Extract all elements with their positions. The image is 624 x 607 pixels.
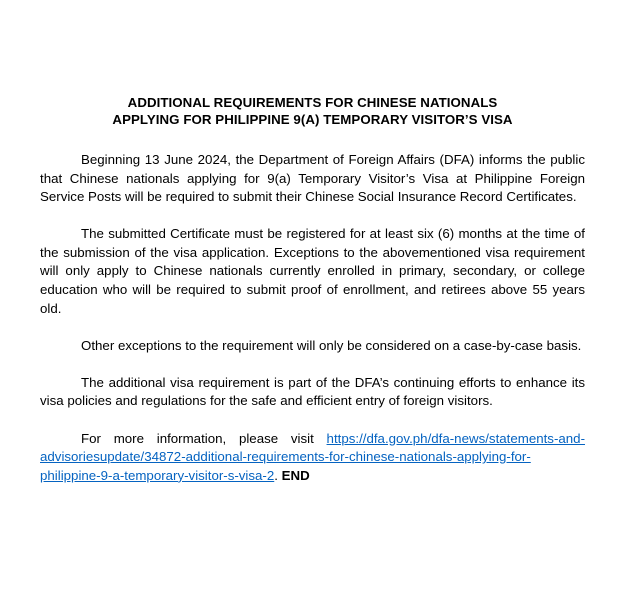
paragraph-other-exceptions: Other exceptions to the requirement will only be considered on a case-by-case basis. [81,337,582,353]
advisory-link[interactable]: https://dfa.gov.ph/dfa-news/statements-and-advisoriesupdate/34872-additional-requirements-for-chinese-nationals-applying-for-philippine-9-a-temporary-visitor-s-visa-2 [40,430,585,483]
paragraph-effective-date: Beginning 13 June 2024, the Department of Foreign Affairs (DFA) informs the public that Chinese nationals applying for 9(a) Temporary Visitor’s Visa at Philippine Foreign Service Posts will be required to submit their Chinese Social Insurance Record Certificates. [40,152,585,205]
document-page [40,94,585,504]
paragraph-certificate-requirements: The submitted Certificate must be registered for at least six (6) months at the time of the submission of the visa application. Exceptions to the abovementioned visa requirement will only apply to Chinese nationals currently enrolled in primary, secondary, or college education who will be required to submit proof of enrollment, and retirees above 55 years old. [40,226,585,316]
paragraph-dfa-efforts: The additional visa requirement is part of the DFA’s continuing efforts to enhance its visa policies and regulations for the safe and efficient entry of foreign visitors. [40,374,585,409]
title-line-1: ADDITIONAL REQUIREMENTS FOR CHINESE NATIONALS [127,95,498,110]
more-info-prefix: For more information, please visit [81,430,327,446]
title-line-2: APPLYING FOR PHILIPPINE 9(A) TEMPORARY VISITOR’S VISA [112,112,513,127]
paragraph-more-information [40,430,585,486]
more-info-suffix: . [274,467,282,483]
end-mark: END [281,467,310,483]
document-title [40,94,585,128]
